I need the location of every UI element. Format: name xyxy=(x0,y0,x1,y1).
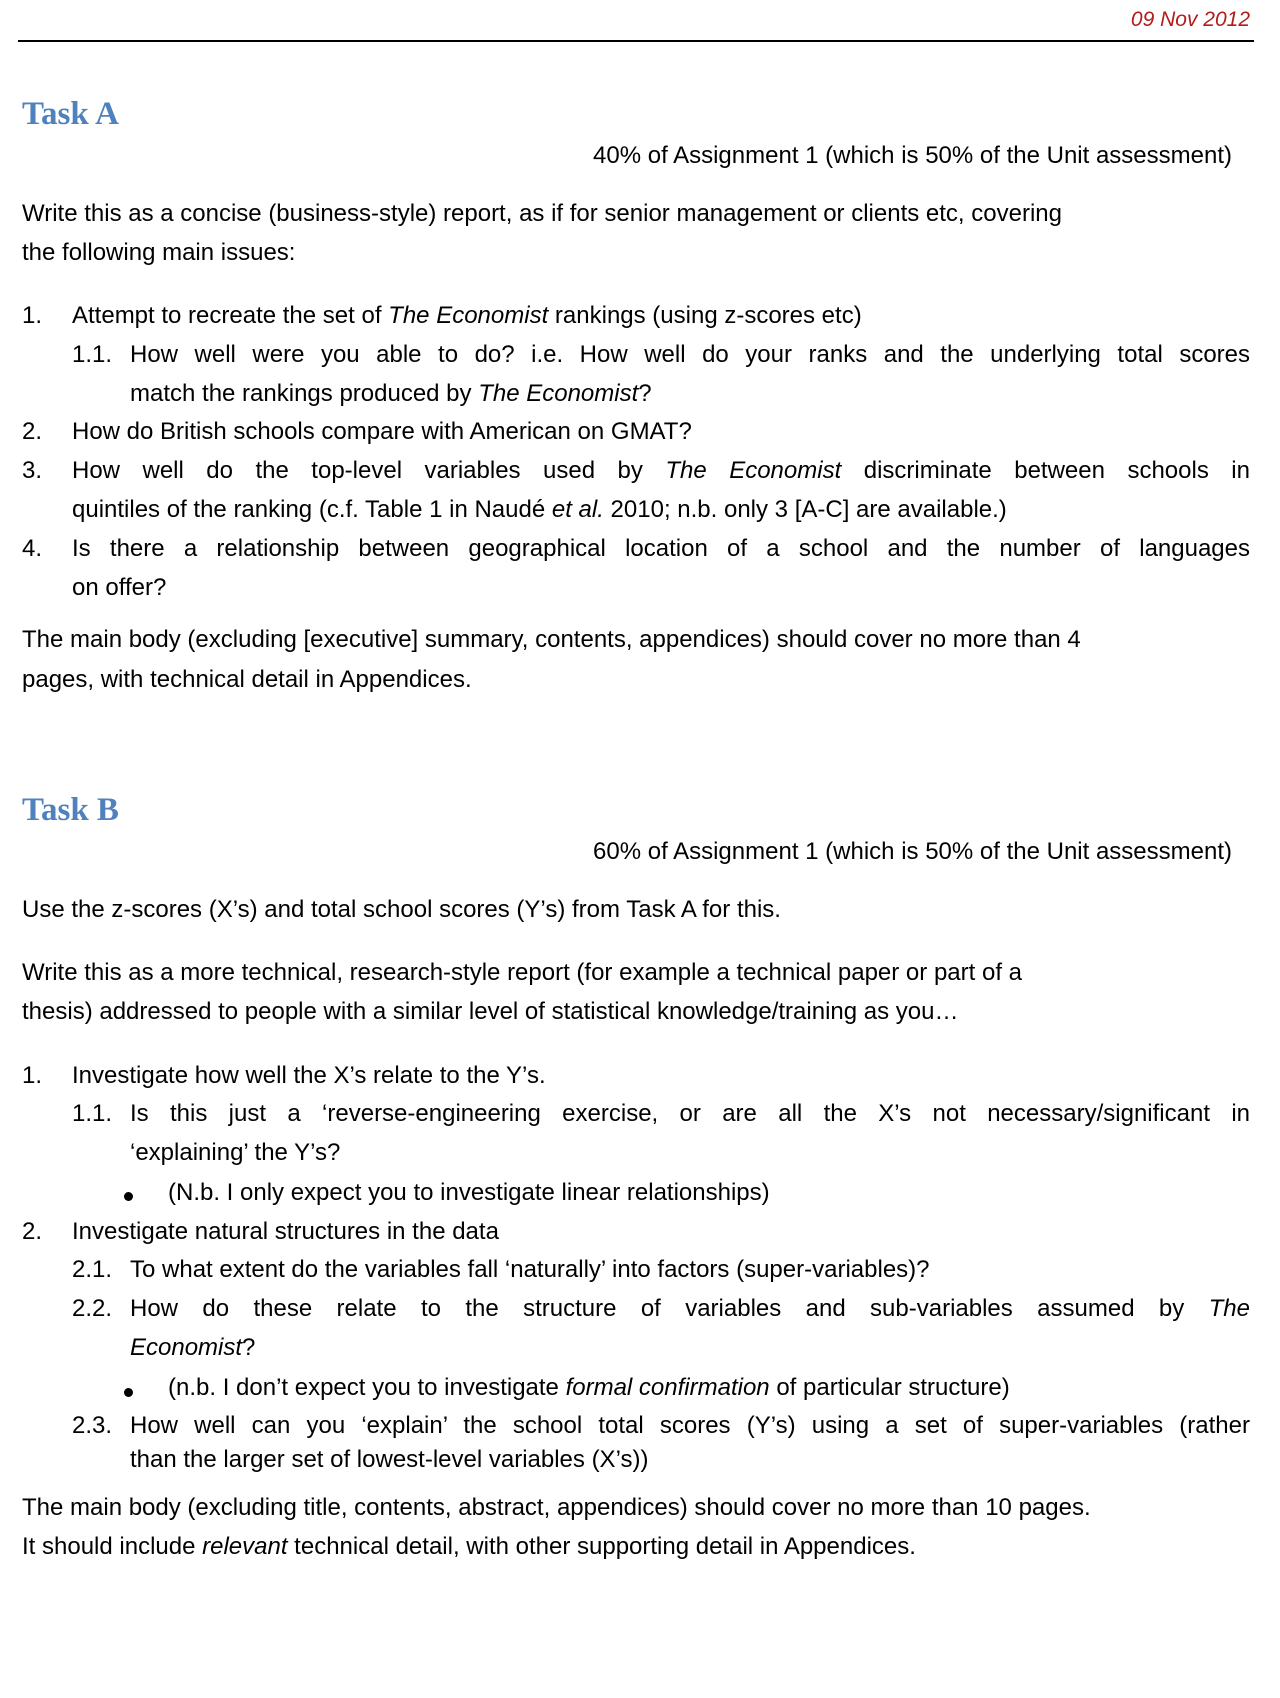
item-italic: The Economist xyxy=(665,457,842,484)
task-a-heading: Task A xyxy=(22,96,119,132)
item-text: ? xyxy=(638,380,652,407)
item-text: (n.b. I don’t expect you to investigate xyxy=(168,1374,566,1401)
list-item-continued xyxy=(130,380,652,408)
list-item-continued xyxy=(72,496,1007,524)
list-item: To what extent do the variables fall ‘naturally’ into factors (super-variables)? xyxy=(130,1256,930,1283)
item-text: ? xyxy=(242,1334,256,1361)
item-text: quintiles of the ranking (c.f. Table 1 in Naudé xyxy=(72,496,552,523)
list-item: How do British schools compare with American on GMAT? xyxy=(72,418,692,445)
task-b-closing-line2 xyxy=(22,1533,916,1561)
task-a-intro-line2: the following main issues: xyxy=(22,239,296,266)
task-b-intro2-line1: Write this as a more technical, research-style report (for example a technical paper or part of a xyxy=(22,959,1022,986)
bullet-note xyxy=(168,1374,1010,1402)
list-item xyxy=(72,302,862,330)
item-italic: formal confirmation xyxy=(565,1374,770,1401)
list-item-continued xyxy=(130,1334,255,1362)
item-italic: The Economist xyxy=(388,302,549,329)
item-text: discriminate between schools in xyxy=(841,457,1250,484)
list-number: 2.1. xyxy=(72,1256,113,1283)
task-b-weight: 60% of Assignment 1 (which is 50% of the Unit assessment) xyxy=(593,838,1232,865)
bullet-note: (N.b. I only expect you to investigate linear relationships) xyxy=(168,1179,770,1206)
item-italic: et al. xyxy=(551,496,604,523)
closing-italic: relevant xyxy=(202,1533,288,1560)
item-text: How do these relate to the structure of variables and sub-variables assumed by xyxy=(130,1295,1209,1322)
header-rule xyxy=(18,40,1254,42)
item-text: 2010; n.b. only 3 [A-C] are available.) xyxy=(603,496,1007,523)
list-number: 1. xyxy=(22,302,43,329)
task-b-closing-line1: The main body (excluding title, contents, abstract, appendices) should cover no more than 10 pages. xyxy=(22,1494,1091,1521)
header-date: 09 Nov 2012 xyxy=(1130,8,1250,31)
list-item: Investigate how well the X’s relate to the Y’s. xyxy=(72,1062,546,1089)
item-text: match the rankings produced by xyxy=(130,380,479,407)
list-number: 2. xyxy=(22,418,43,445)
task-b-heading: Task B xyxy=(22,792,119,828)
item-text: of particular structure) xyxy=(769,1374,1010,1401)
list-number: 1.1. xyxy=(72,1100,113,1127)
list-number: 4. xyxy=(22,535,43,562)
list-item-continued: than the larger set of lowest-level variables (X’s)) xyxy=(130,1446,649,1473)
task-b-intro2-line2: thesis) addressed to people with a similar level of statistical knowledge/training as you… xyxy=(22,998,959,1025)
task-b-intro: Use the z-scores (X’s) and total school scores (Y’s) from Task A for this. xyxy=(22,896,781,923)
item-text: How well do the top-level variables used by xyxy=(72,457,666,484)
bullet-icon xyxy=(124,1388,133,1397)
item-italic: The xyxy=(1208,1295,1250,1322)
list-item: Is this just a ‘reverse-engineering exercise, or are all the X’s not necessary/significant in xyxy=(130,1100,1250,1127)
closing-text: It should include xyxy=(22,1533,203,1560)
item-italic: Economist xyxy=(130,1334,243,1361)
list-item: Is there a relationship between geographical location of a school and the number of languages xyxy=(72,535,1250,562)
task-a-closing-line2: pages, with technical detail in Appendices. xyxy=(22,666,472,693)
closing-text: technical detail, with other supporting detail in Appendices. xyxy=(287,1533,916,1560)
bullet-icon xyxy=(124,1192,133,1201)
item-italic: The Economist xyxy=(478,380,639,407)
list-number: 2. xyxy=(22,1218,43,1245)
list-item: Investigate natural structures in the data xyxy=(72,1218,499,1245)
list-number: 1. xyxy=(22,1062,43,1089)
item-text: Attempt to recreate the set of xyxy=(72,302,389,329)
list-number: 3. xyxy=(22,457,43,484)
item-text: rankings (using z-scores etc) xyxy=(548,302,862,329)
list-item-continued: on offer? xyxy=(72,574,167,601)
list-item xyxy=(72,457,1250,485)
task-a-intro-line1: Write this as a concise (business-style) report, as if for senior management or clients etc, covering xyxy=(22,200,1062,227)
list-item: How well were you able to do? i.e. How well do your ranks and the underlying total scores xyxy=(130,341,1250,368)
list-number: 2.3. xyxy=(72,1412,113,1439)
task-a-weight: 40% of Assignment 1 (which is 50% of the Unit assessment) xyxy=(593,142,1232,169)
list-number: 1.1. xyxy=(72,341,113,368)
list-item: How well can you ‘explain’ the school total scores (Y’s) using a set of super-variables (rather xyxy=(130,1412,1250,1439)
list-item-continued: ‘explaining’ the Y’s? xyxy=(130,1139,341,1166)
list-number: 2.2. xyxy=(72,1295,113,1322)
task-a-closing-line1: The main body (excluding [executive] summary, contents, appendices) should cover no more than 4 xyxy=(22,626,1081,653)
list-item xyxy=(130,1295,1250,1323)
